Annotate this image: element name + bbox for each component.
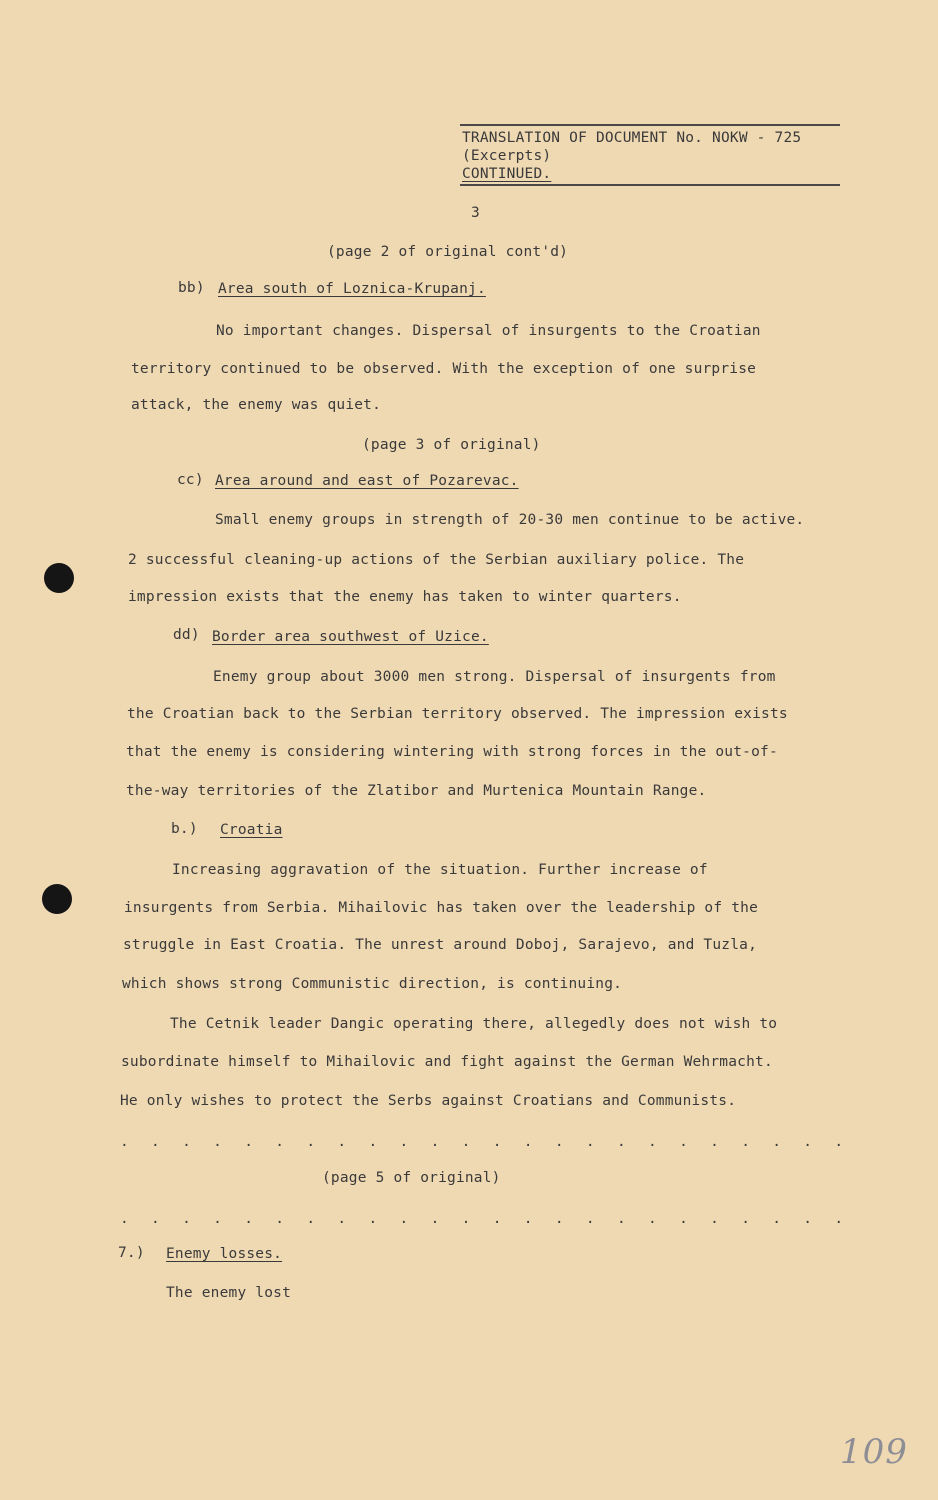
paragraph-line: which shows strong Communistic direction, is continuing. bbox=[122, 976, 623, 992]
header-subtitle: (Excerpts) bbox=[462, 148, 552, 164]
omission-dots: . . . . . . . . . . . . . . . . . . . . . . . . bbox=[120, 1134, 850, 1150]
paragraph-line: Small enemy groups in strength of 20-30 men continue to be active. bbox=[215, 512, 805, 528]
paragraph-line: insurgents from Serbia. Mihailovic has taken over the leadership of the bbox=[124, 900, 759, 916]
paragraph-line: 2 successful cleaning-up actions of the Serbian auxiliary police. The bbox=[128, 552, 745, 568]
page-reference: (page 5 of original) bbox=[322, 1170, 501, 1186]
omission-dots: . . . . . . . . . . . . . . . . . . . . . . . . bbox=[120, 1211, 850, 1227]
page-reference: (page 3 of original) bbox=[362, 437, 541, 453]
paragraph-line: No important changes. Dispersal of insurgents to the Croatian bbox=[216, 323, 761, 339]
paragraph-line: the-way territories of the Zlatibor and Murtenica Mountain Range. bbox=[126, 783, 707, 799]
punch-hole bbox=[44, 563, 74, 593]
section-marker: 7.) bbox=[118, 1245, 145, 1261]
section-heading: Enemy losses. bbox=[166, 1246, 283, 1262]
paragraph-line: Enemy group about 3000 men strong. Dispersal of insurgents from bbox=[213, 669, 776, 685]
section-marker: cc) bbox=[177, 472, 204, 488]
section-heading: Border area southwest of Uzice. bbox=[212, 629, 489, 645]
header-top-rule bbox=[460, 124, 840, 126]
section-marker: bb) bbox=[178, 280, 205, 296]
header-bottom-rule bbox=[460, 184, 840, 186]
page-reference: (page 2 of original cont'd) bbox=[327, 244, 569, 260]
section-heading: Area around and east of Pozarevac. bbox=[215, 473, 519, 489]
section-heading: Area south of Loznica-Krupanj. bbox=[218, 281, 486, 297]
paragraph-line: subordinate himself to Mihailovic and fight against the German Wehrmacht. bbox=[121, 1054, 773, 1070]
paragraph-line: Increasing aggravation of the situation. Further increase of bbox=[172, 862, 708, 878]
section-marker: b.) bbox=[171, 821, 198, 837]
paragraph-line: struggle in East Croatia. The unrest around Doboj, Sarajevo, and Tuzla, bbox=[123, 937, 758, 953]
page-number: 3 bbox=[471, 205, 480, 221]
paragraph-line: The Cetnik leader Dangic operating there, allegedly does not wish to bbox=[170, 1016, 778, 1032]
paragraph-line: He only wishes to protect the Serbs against Croatians and Communists. bbox=[120, 1093, 737, 1109]
paragraph-line: territory continued to be observed. With the exception of one surprise bbox=[131, 361, 757, 377]
punch-hole bbox=[42, 884, 72, 914]
paragraph-line: attack, the enemy was quiet. bbox=[131, 397, 382, 413]
paragraph-line: impression exists that the enemy has taken to winter quarters. bbox=[128, 589, 682, 605]
paragraph-line: The enemy lost bbox=[166, 1285, 292, 1301]
handwritten-folio-number: 109 bbox=[840, 1432, 908, 1472]
section-marker: dd) bbox=[173, 627, 200, 643]
paragraph-line: the Croatian back to the Serbian territory observed. The impression exists bbox=[127, 706, 788, 722]
section-heading: Croatia bbox=[220, 822, 283, 838]
header-title: TRANSLATION OF DOCUMENT No. NOKW - 725 bbox=[462, 130, 802, 146]
paragraph-line: that the enemy is considering wintering with strong forces in the out-of- bbox=[126, 744, 778, 760]
header-continued: CONTINUED. bbox=[462, 166, 552, 182]
